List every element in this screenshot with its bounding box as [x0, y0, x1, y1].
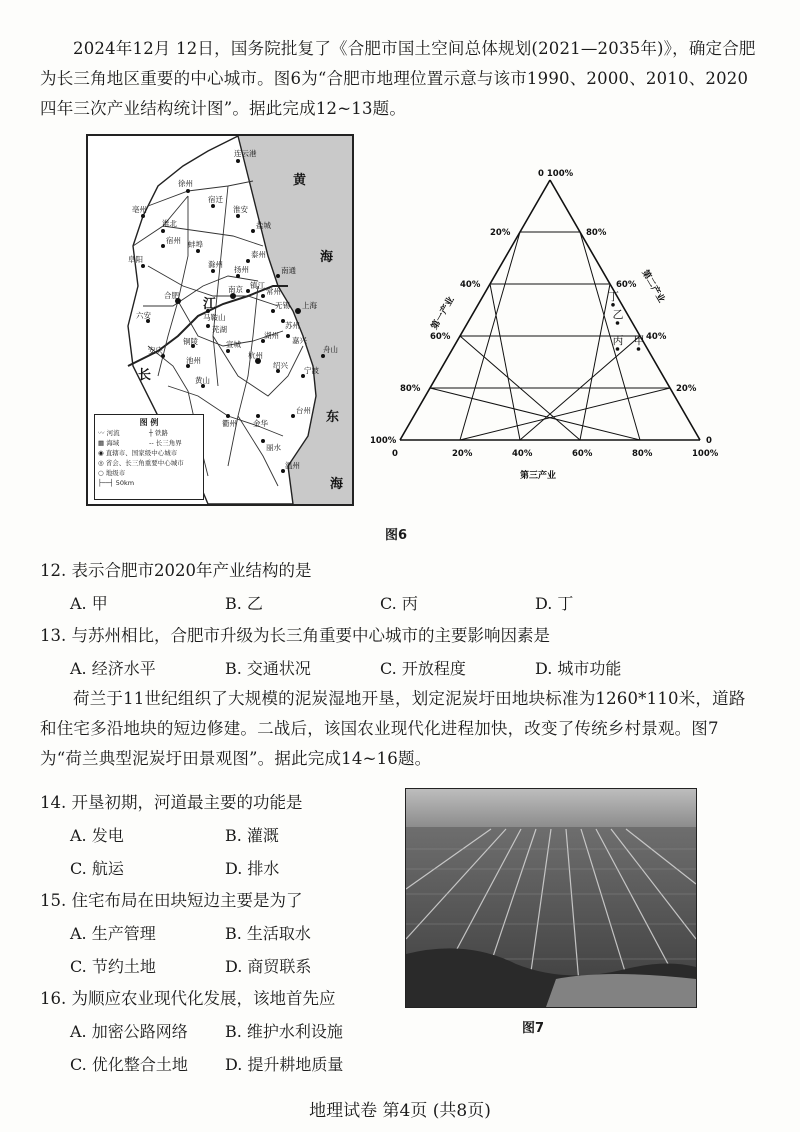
- option-c[interactable]: C. 开放程度: [380, 659, 466, 678]
- map-city: 合肥: [164, 291, 179, 300]
- ternary-edge: [550, 180, 700, 440]
- page-footer: 地理试卷 第4页 (共8页): [309, 1101, 491, 1121]
- option-c[interactable]: C. 节约土地: [70, 957, 156, 976]
- map-city: 盐城: [256, 221, 271, 230]
- ternary-edge: [400, 180, 550, 440]
- ternary-right-tick: 20%: [676, 384, 697, 394]
- option-b[interactable]: B. 生活取水: [225, 924, 311, 943]
- map-city: 无锡: [275, 301, 290, 310]
- map-city: 宿州: [166, 236, 181, 245]
- map-city: 舟山: [323, 345, 338, 354]
- map-city: 池州: [186, 356, 201, 365]
- map-sea-label: 海: [330, 477, 344, 492]
- map-city: 上海: [302, 301, 317, 310]
- legend-item: ◉ 直辖市、国家级中心城市: [98, 449, 178, 457]
- map-city: 宣城: [226, 340, 241, 349]
- map-city: 芜湖: [212, 325, 227, 334]
- ternary-right-tick: 0: [706, 436, 712, 446]
- ternary-bottom-ticks: [392, 449, 719, 459]
- ternary-bottom-tick: 40%: [512, 449, 533, 459]
- figure-6-caption: 图6: [385, 528, 408, 543]
- map-city: 黄山: [195, 376, 210, 385]
- option-a[interactable]: A. 生产管理: [70, 924, 156, 943]
- option-d[interactable]: D. 排水: [225, 859, 280, 878]
- legend-item: 〰 河流: [98, 429, 120, 437]
- question-15-stem: 15. 住宅布局在田块短边主要是为了: [40, 891, 303, 910]
- map-sea-label: 海: [320, 250, 334, 265]
- option-a[interactable]: A. 经济水平: [70, 659, 156, 678]
- map-city: 苏州: [285, 321, 300, 330]
- figure-7-caption: 图7: [522, 1021, 545, 1036]
- map-city: 马鞍山: [203, 313, 226, 322]
- intro-paragraph-1: 2024年12月 12日，国务院批复了《合肥市国土空间总体规划(2021—2035年)》，确定合肥为长三角地区重要的中心城市。图6为“合肥市地理位置示意与该市1990、2000、2010、2020四年三次产业结构统计图”。据此完成12~13题。: [40, 39, 756, 118]
- legend-item: ┼ 铁路: [149, 429, 168, 437]
- question-12-stem: 12. 表示合肥市2020年产业结构的是: [40, 561, 312, 580]
- map-city: 蚌埠: [188, 240, 203, 249]
- legend-item: ▦ 海域: [98, 439, 120, 447]
- option-a[interactable]: A. 甲: [70, 594, 108, 613]
- ternary-bottom-axis-label: 第三产业: [520, 471, 557, 481]
- ternary-top-label: 0 100%: [538, 169, 574, 179]
- ternary-bottom-tick: 0: [392, 449, 398, 459]
- map-city: 金华: [253, 419, 268, 428]
- map-river-label: 长: [138, 368, 152, 383]
- legend-title: 图 例: [139, 418, 159, 427]
- map-city: 淮安: [233, 205, 248, 214]
- ternary-gridline: [490, 284, 520, 440]
- map-city: 泰州: [251, 250, 266, 259]
- ternary-left-tick: 100%: [370, 436, 397, 446]
- ternary-points: [608, 290, 645, 351]
- map-city: 铜陵: [183, 337, 198, 346]
- legend-item: ○ 地级市: [98, 469, 126, 477]
- ternary-gridline: [460, 388, 670, 440]
- map-city: 湖州: [264, 331, 279, 340]
- ternary-bottom-tick: 20%: [452, 449, 473, 459]
- map-city: 安庆: [148, 346, 163, 355]
- ternary-chart: [370, 160, 720, 500]
- map-city: 台州: [296, 406, 311, 415]
- ternary-point: [616, 347, 620, 351]
- map-city: 亳州: [132, 205, 147, 214]
- ternary-left-tick: 60%: [430, 332, 451, 342]
- ternary-point-label: 甲: [633, 334, 645, 347]
- ternary-gridline: [430, 388, 640, 440]
- ternary-point: [616, 321, 620, 325]
- ternary-right-tick: 80%: [586, 228, 607, 238]
- option-a[interactable]: A. 加密公路网络: [70, 1022, 188, 1041]
- map-city: 扬州: [234, 265, 249, 274]
- map-city: 丽水: [266, 443, 281, 452]
- legend-item: -- 长三角界: [149, 439, 182, 447]
- ternary-right-tick: 60%: [616, 280, 637, 290]
- map-city: 宁波: [304, 366, 319, 375]
- map-city: 连云港: [234, 149, 257, 158]
- question-14-stem: 14. 开垦初期，河道最主要的功能是: [40, 793, 303, 812]
- map-river-label: 江: [203, 297, 217, 312]
- ternary-point-label: 丁: [608, 289, 619, 303]
- option-b[interactable]: B. 维护水利设施: [225, 1022, 343, 1041]
- map-city: 温州: [285, 461, 300, 470]
- map-legend: [94, 414, 204, 500]
- ternary-left-tick: 80%: [400, 384, 421, 394]
- map-city: 滁州: [208, 260, 223, 269]
- map-city: 南京: [228, 285, 243, 294]
- legend-scale: ├──┤ 50km: [98, 479, 135, 487]
- option-d[interactable]: D. 提升耕地质量: [225, 1055, 344, 1074]
- map-city: 常州: [266, 287, 281, 296]
- option-d[interactable]: D. 丁: [535, 594, 574, 613]
- legend-item: ◎ 省会、长三角重要中心城市: [98, 459, 184, 467]
- option-b[interactable]: B. 交通状况: [225, 659, 311, 678]
- question-13-stem: 13. 与苏州相比，合肥市升级为长三角重要中心城市的主要影响因素是: [40, 626, 550, 645]
- option-c[interactable]: C. 丙: [380, 594, 418, 613]
- map-city: 徐州: [178, 179, 193, 188]
- ternary-right-ticks: [586, 228, 712, 446]
- option-d[interactable]: D. 城市功能: [535, 659, 622, 678]
- ternary-gridline: [580, 284, 610, 440]
- ternary-left-tick: 20%: [490, 228, 511, 238]
- option-a[interactable]: A. 发电: [70, 826, 124, 845]
- map-city: 衢州: [222, 419, 237, 428]
- option-c[interactable]: C. 优化整合土地: [70, 1055, 188, 1074]
- map-sea-label: 黄: [293, 173, 307, 188]
- map-city: 绍兴: [273, 361, 288, 370]
- intro-paragraph-2: 荷兰于11世纪组织了大规模的泥炭湿地开垦，划定泥炭圩田地块标准为1260*110米，道路和住宅多沿地块的短边修建。二战后，该国农业现代化进程加快，改变了传统乡村景观。图7为“荷兰典型泥炭圩田景观图”。据此完成14~16题。: [40, 689, 746, 768]
- ternary-right-axis-label: 第二产业: [639, 268, 667, 305]
- map-city: 阜阳: [128, 255, 143, 264]
- map-sea-label: 东: [326, 410, 340, 425]
- map-city: 杭州: [248, 351, 263, 360]
- ternary-bottom-tick: 100%: [692, 449, 719, 459]
- ternary-left-axis-label: 第一产业: [429, 295, 457, 332]
- option-b[interactable]: B. 灌溉: [225, 826, 279, 845]
- map-city: 宿迁: [208, 195, 223, 204]
- ternary-right-tick: 40%: [646, 332, 667, 342]
- map-city: 镇江: [250, 281, 265, 290]
- ternary-bottom-tick: 80%: [632, 449, 653, 459]
- question-16-stem: 16. 为顺应农业现代化发展，该地首先应: [40, 989, 336, 1008]
- map-city: 嘉兴: [292, 336, 307, 345]
- hefei-location-map: [86, 134, 354, 506]
- option-b[interactable]: B. 乙: [225, 594, 263, 613]
- ternary-point: [637, 347, 641, 351]
- polder-landscape-photo: [405, 788, 697, 1008]
- map-city: 南通: [281, 266, 296, 275]
- map-city: 淮北: [162, 219, 177, 228]
- ternary-point-label: 乙: [612, 308, 624, 321]
- option-d[interactable]: D. 商贸联系: [225, 957, 312, 976]
- ternary-bottom-tick: 60%: [572, 449, 593, 459]
- ternary-point: [611, 303, 615, 307]
- map-city: 六安: [136, 311, 151, 320]
- option-c[interactable]: C. 航运: [70, 859, 124, 878]
- ternary-point-label: 丙: [612, 334, 624, 347]
- ternary-left-tick: 40%: [460, 280, 481, 290]
